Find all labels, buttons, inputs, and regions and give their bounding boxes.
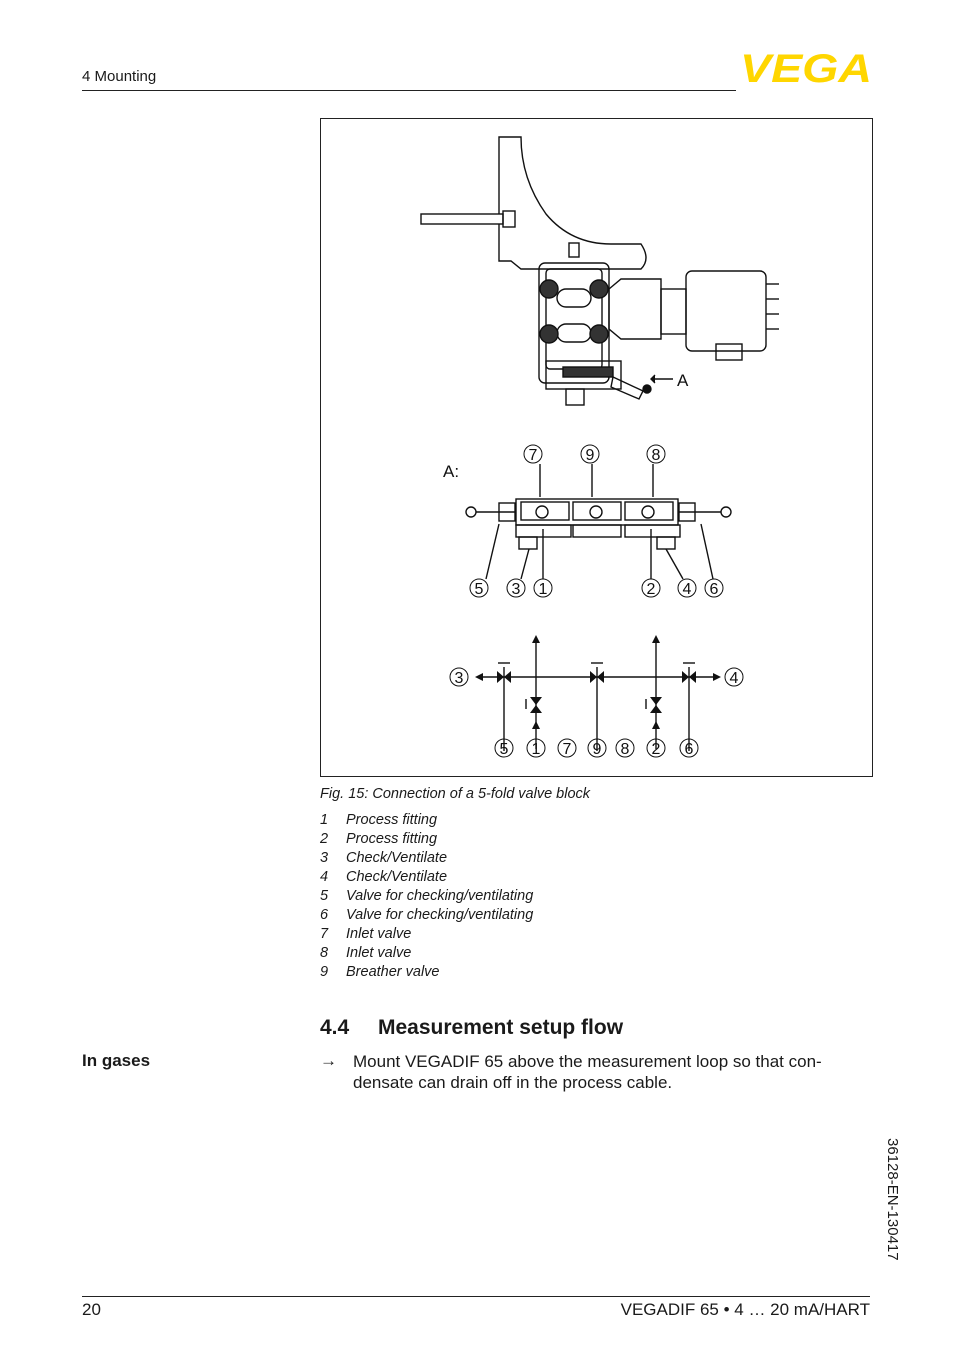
vega-logo (740, 52, 874, 91)
legend-item: 2 Process fitting (320, 831, 438, 847)
legend-item: 8 Inlet valve (320, 945, 412, 961)
side-label: In gases (82, 1051, 151, 1070)
header-divider (82, 90, 736, 91)
schematic-callout-5: 5 (499, 741, 509, 758)
callout-5: 5 (474, 581, 484, 598)
legend-item: 9 Breather valve (320, 964, 440, 980)
schematic-callout-1: 1 (531, 741, 541, 758)
legend-item: 6 Valve for checking/ventilating (320, 907, 534, 923)
schematic-callout-3: 3 (454, 670, 464, 687)
legend-item: 3 Check/Ventilate (320, 850, 448, 866)
figure-caption: Fig. 15: Connection of a 5-fold valve block (320, 786, 591, 802)
legend-item: 1 Process fitting (320, 812, 438, 828)
legend-item: 5 Valve for checking/ventilating (320, 888, 534, 904)
schematic-callout-8: 8 (620, 741, 630, 758)
arrow-bullet-icon: → (320, 1051, 337, 1070)
callout-1: 1 (538, 581, 548, 598)
callout-9: 9 (585, 447, 595, 464)
schematic-callout-7: 7 (562, 741, 572, 758)
callout-7: 7 (528, 447, 538, 464)
schematic-callout-2: 2 (651, 741, 661, 758)
detail-a-label: A: (443, 462, 460, 481)
section-heading (320, 1016, 623, 1040)
callout-a-label: A (677, 371, 689, 390)
instruction-text: Mount VEGADIF 65 above the measurement loop so that con-densate can drain off in the process cable. (353, 1052, 822, 1092)
vega-logo-text: VEGA (740, 52, 872, 86)
figure-frame (320, 118, 873, 777)
callout-4: 4 (682, 581, 692, 598)
schematic-callout-6: 6 (684, 741, 694, 758)
legend-item: 7 Inlet valve (320, 926, 412, 942)
callout-2: 2 (646, 581, 656, 598)
valve-block-drawing (321, 119, 874, 778)
schematic-callout-9: 9 (592, 741, 602, 758)
callout-6: 6 (709, 581, 719, 598)
callout-3: 3 (511, 581, 521, 598)
section-number: 4.4 (320, 1016, 350, 1039)
figure-legend (320, 811, 533, 982)
legend-item: 4 Check/Ventilate (320, 869, 448, 885)
page-number: 20 (82, 1300, 101, 1319)
footer-divider (82, 1296, 870, 1297)
footer-product: VEGADIF 65 • 4 … 20 mA/HART (620, 1300, 870, 1319)
schematic-callout-4: 4 (729, 670, 739, 687)
callout-8: 8 (651, 447, 661, 464)
section-title: Measurement setup flow (378, 1016, 624, 1039)
header-section-title: 4 Mounting (82, 68, 157, 85)
document-id: 36128-EN-130417 (884, 1138, 901, 1261)
